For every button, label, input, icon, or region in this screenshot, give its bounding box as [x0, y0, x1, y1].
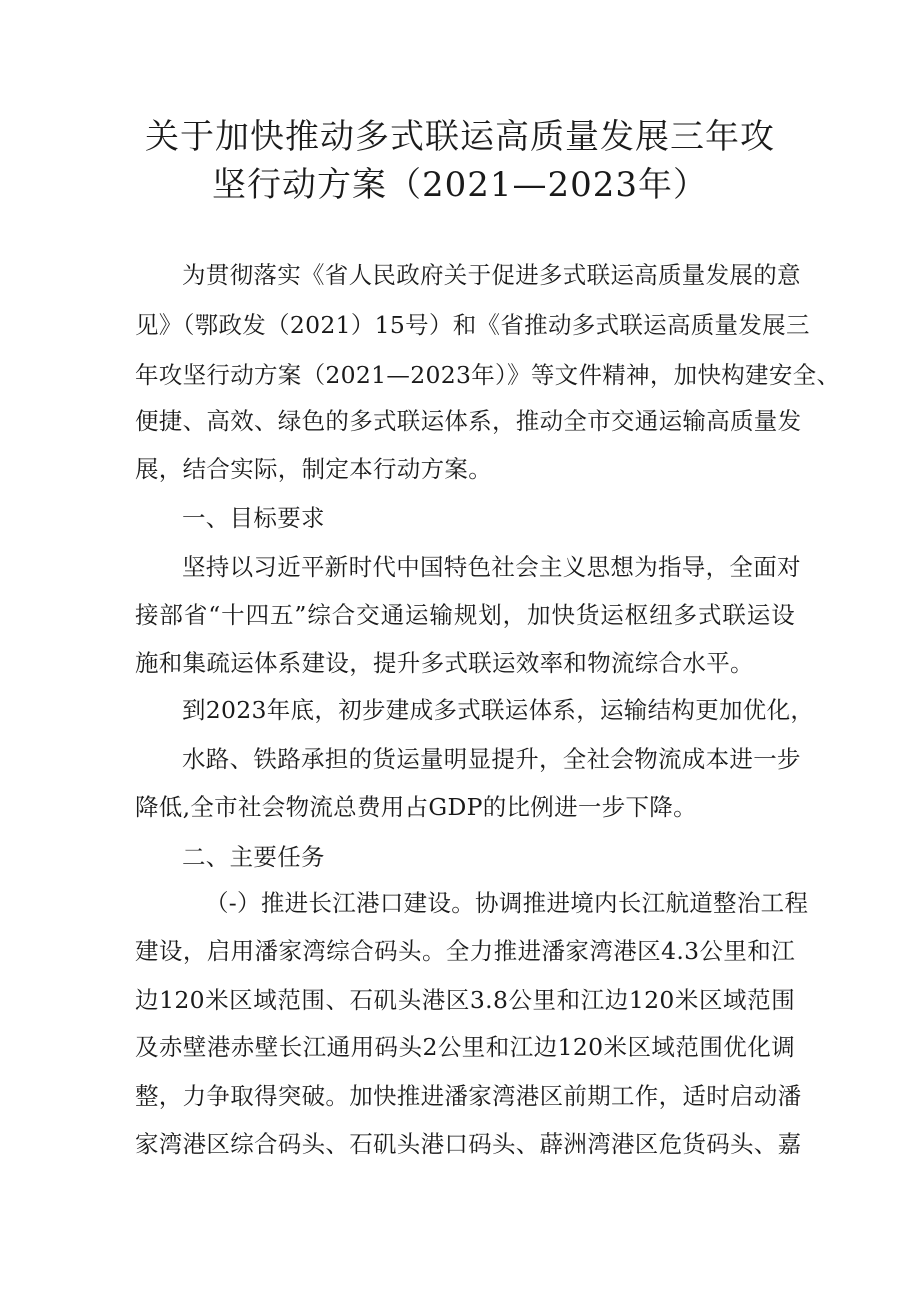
- paragraph-line: 见》（鄂政发（2021）15号）和《省推动多式联运高质量发展三: [135, 311, 810, 339]
- paragraph-line: 展，结合实际，制定本行动方案。: [135, 455, 492, 483]
- paragraph-line: 到2023年底，初步建成多式联运体系，运输结构更加优化，: [182, 696, 815, 724]
- paragraph-line: 水路、铁路承担的货运量明显提升，全社会物流成本进一步: [182, 745, 801, 773]
- section-heading: 二、主要任务: [182, 843, 325, 871]
- paragraph-line: 降低,全市社会物流总费用占GDP的比例进一步下降。: [135, 793, 697, 821]
- paragraph-line: 施和集疏运体系建设，提升多式联运效率和物流综合水平。: [135, 649, 754, 677]
- paragraph-line: （-）推进长江港口建设。协调推进境内长江航道整治工程: [205, 889, 809, 917]
- paragraph-line: 年攻坚行动方案（2021—2023年）》等文件精神，加快构建安全、: [135, 361, 841, 389]
- paragraph-line: 接部省“十四五”综合交通运输规划，加快货运枢纽多式联运设: [135, 601, 795, 629]
- paragraph-line: 便捷、高效、绿色的多式联运体系，推动全市交通运输高质量发: [135, 407, 802, 435]
- paragraph-line: 整，力争取得突破。加快推进潘家湾港区前期工作，适时启动潘: [135, 1082, 802, 1110]
- section-heading: 一、目标要求: [182, 504, 325, 532]
- paragraph-line: 及赤壁港赤壁长江通用码头2公里和江边120米区域范围优化调: [135, 1033, 795, 1061]
- document-title-line-2: 坚行动方案（2021—2023年）: [211, 165, 709, 205]
- paragraph-line: 家湾港区综合码头、石矶头港口码头、薜洲湾港区危货码头、嘉: [135, 1130, 802, 1158]
- paragraph-line: 为贯彻落实《省人民政府关于促进多式联运高质量发展的意: [182, 261, 801, 289]
- document-title-line-1: 关于加快推动多式联运高质量发展三年攻: [145, 117, 775, 157]
- paragraph-line: 坚持以习近平新时代中国特色社会主义思想为指导，全面对: [182, 553, 801, 581]
- paragraph-line: 边120米区域范围、石矶头港区3.8公里和江边120米区域范围: [135, 986, 795, 1014]
- paragraph-line: 建设，启用潘家湾综合码头。全力推进潘家湾港区4.3公里和江: [135, 937, 795, 965]
